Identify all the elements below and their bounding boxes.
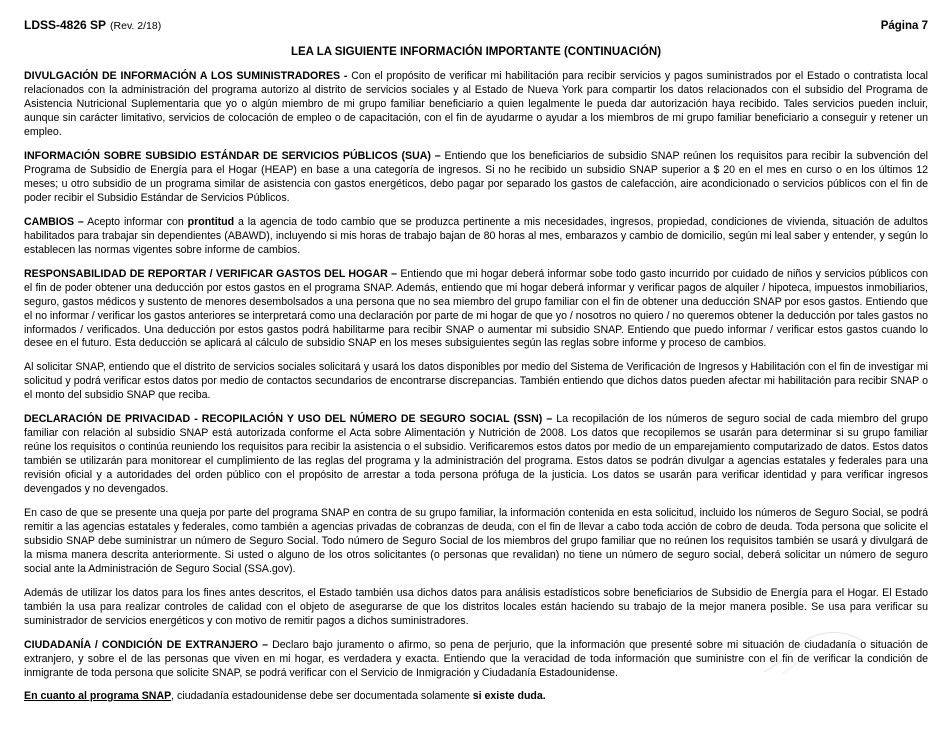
document-body bbox=[24, 70, 928, 704]
final-note-middle: , ciudadanía estadounidense debe ser documentada solamente bbox=[171, 689, 473, 702]
paragraph-lead: CAMBIOS – bbox=[24, 215, 84, 228]
paragraph-text: Entiendo que los beneficiarios de subsidio SNAP reúnen los requisitos para recibir la subvención del Programa de Subsidio de Energía para el Hogar (HEAP) en base a una categoría de ingresos. Si no he recibido un subsidio SNAP superior a $ 20 en el mes en curso o en los últimos 12 meses; u otro subsidio de un programa similar de asistencia con gastos energéticos, debo pagar por separado los gastos de calefacción, aire acondicionado o servicios públicos con el fin de poder recibir el Subsidio Estándar de Servicios Públicos. bbox=[24, 149, 928, 204]
paragraph bbox=[24, 587, 928, 629]
page-title: LEA LA SIGUIENTE INFORMACIÓN IMPORTANTE (CONTINUACIÓN) bbox=[290, 46, 662, 58]
paragraph-text: Acepto informar con prontitud a la agencia de todo cambio que se produzca pertinente a mis necesidades, ingresos, propiedad, condiciones de vivienda, situación de adultos habilitados para trabajar sin dependientes (ABAWD), incluyendo si mis horas de trabajo bajan de 80 horas al mes, embarazos y cambio de domicilio, según mi leal saber y entender, y según lo establecen las normas vigentes sobre informe de cambios. bbox=[24, 215, 928, 256]
form-id: LDSS-4826 SP bbox=[24, 18, 107, 32]
paragraph-text: Además de utilizar los datos para los fines antes descritos, el Estado también usa dichos datos para análisis estadísticos sobre beneficiarios de Subsidio de Energía para el Hogar. El Estado también la usa para realizar controles de calidad con el objeto de asegurarse de que los distritos locales están haciendo su trabajo de la mejor manera posible. Se usa para verificar su suministrador de servicios energéticos y con motivo de remitir pagos a dichos suministradores. bbox=[24, 587, 928, 627]
paragraph bbox=[24, 216, 928, 258]
paragraph-text: Con el propósito de verificar mi habilitación para recibir servicios y pagos suministrados por el Estado o contratista local relacionados con la administración del programa autorizo al distrito de servicios sociales y al Estado de Nueva York para compartir los datos relacionados con el subsidio del Programa de Asistencia Nutricional Suplementaria que yo o algún miembro de mi grupo familiar beneficiario a quien legalmente le pueda dar autorización haya recibido. Tales servicios pueden incluir, aunque sin carácter limitativo, servicios de colocación de empleo o de capacitación, con el fin de ayudarme o ayudar a los miembros de mi grupo familiar beneficiario a conseguir y retener un empleo. bbox=[24, 70, 928, 138]
paragraph-lead: CIUDADANÍA / CONDICIÓN DE EXTRANJERO – bbox=[24, 638, 268, 651]
page-header bbox=[24, 18, 928, 32]
paragraph-text: La recopilación de los números de seguro social de cada miembro del grupo familiar con relación al subsidio SNAP está autorizada conforme el Acta sobre Alimentación y Nutrición de 2008. Los datos que recopilemos se usarán para determinar si su grupo familiar reúne los requisitos o continúa reuniendo los requisitos para recibir la asistencia o el subsidio. Verificaremos estos datos por medio de un emparejamiento computarizado de datos. Estos datos también se utilizarán para monitorear el cumplimiento de las reglas del programa y la administración del programa. Estos datos se podrán divulgar a agencias estatales y federales para una revisión oficial y a autoridades del orden público con el propósito de arrestar a toda persona prófuga de la justicia. Los datos se usarán para verificar identidad y para verificar ingresos devengados y no devengados. bbox=[24, 413, 928, 496]
paragraph bbox=[24, 70, 928, 140]
paragraph bbox=[24, 268, 928, 352]
form-identifier bbox=[24, 18, 161, 32]
paragraph-lead: INFORMACIÓN SOBRE SUBSIDIO ESTÁNDAR DE SERVICIOS PÚBLICOS (SUA) – bbox=[24, 149, 441, 162]
paragraph-lead: DECLARACIÓN DE PRIVACIDAD - RECOPILACIÓN Y USO DEL NÚMERO DE SEGURO SOCIAL (SSN) – bbox=[24, 413, 553, 426]
paragraph-lead: DIVULGACIÓN DE INFORMACIÓN A LOS SUMINISTRADORES - bbox=[24, 70, 348, 82]
paragraph-text: Declaro bajo juramento o afirmo, so pena de perjurio, que la información que presenté sobre mi situación de ciudadanía o situación de extranjero, y sobre el de las personas que viven en mi hogar, es verdadera y exacta. Entiendo que la veracidad de toda información que suministre con el fin de verificar la condición de inmigrante de toda persona que solicite SNAP, se podrá verificar con el Servicio de Inmigración y Ciudadanía Estadounidense. bbox=[24, 638, 928, 679]
paragraph bbox=[24, 639, 928, 681]
final-note-bold: si existe duda. bbox=[472, 689, 546, 702]
paragraph-text: Al solicitar SNAP, entiendo que el distrito de servicios sociales solicitará y usará los datos disponibles por medio del Sistema de Verificación de Ingresos y Habilitación con el fin de investigar mi solicitud y podrá verificar estos datos por medio de contactos secundarios de encontrarse discrepancias. También entiendo que dichos datos pueden afectar mi habilitación para recibir SNAP o el monto del subsidio SNAP que reciba. bbox=[24, 361, 928, 402]
paragraph bbox=[24, 150, 928, 206]
paragraph bbox=[24, 361, 928, 403]
paragraph bbox=[24, 507, 928, 577]
paragraph-lead: RESPONSABILIDAD DE REPORTAR / VERIFICAR GASTOS DEL HOGAR – bbox=[24, 267, 398, 280]
form-revision: (Rev. 2/18) bbox=[110, 20, 162, 32]
final-note-underlined: En cuanto al programa SNAP bbox=[24, 689, 172, 702]
paragraph-text: Entiendo que mi hogar deberá informar sobe todo gasto incurrido por cuidado de niños y servicios públicos con el fin de poder obtener una deducción por estos gastos en el programa SNAP. Además, entiendo que mi hogar deberá informar y verificar pagos de alquiler / hipoteca, impuestos inmobiliarios, seguro, gastos médicos y sustento de menores desembolsados a una persona que no sea miembro del grupo familiar con el fin de obtener una deducción SNAP por esos gastos. Entiendo que el no informar / verificar los gastos anteriores se interpretará como una declaración por parte de mi hogar de que yo / nosotros no quiero / no queremos obtener la deducción por tales gastos no informados / verificados. Una deducción por estos gastos podrá habilitarme para recibir SNAP o aumentar mi subsidio SNAP. Entiendo que puedo informar / verificar estos gastos cuando lo desee en el futuro. Esta deducción se aplicará al cálculo de subsidio SNAP en los meses subsiguientes según las reglas sobre informe y proceso de cambios. bbox=[24, 267, 929, 350]
final-note bbox=[24, 690, 928, 704]
page-number: Página 7 bbox=[880, 20, 928, 32]
paragraph-text: En caso de que se presente una queja por parte del programa SNAP en contra de su grupo familiar, la información contenida en esta solicitud, incluido los números de Seguro Social, se podrá remitir a las agencias estatales y federales, como también a agencias privadas de cobranzas de deuda, con el fin de llevar a cabo toda acción de cobro de deuda. Toda persona que solicite el subsidio SNAP debe suministrar un número de Seguro Social. Todo número de Seguro Social de los miembros del grupo familiar que no reúnen los requisitos también se usará y divulgará de la misma manera descrita anteriormente. Si usted o alguno de los otros solicitantes (o personas que revalidan) no tiene un número de seguro social, deberá solicitar un número de seguro social ante la Administración de Seguro Social (SSA.gov). bbox=[24, 507, 928, 576]
paragraph bbox=[24, 413, 928, 497]
